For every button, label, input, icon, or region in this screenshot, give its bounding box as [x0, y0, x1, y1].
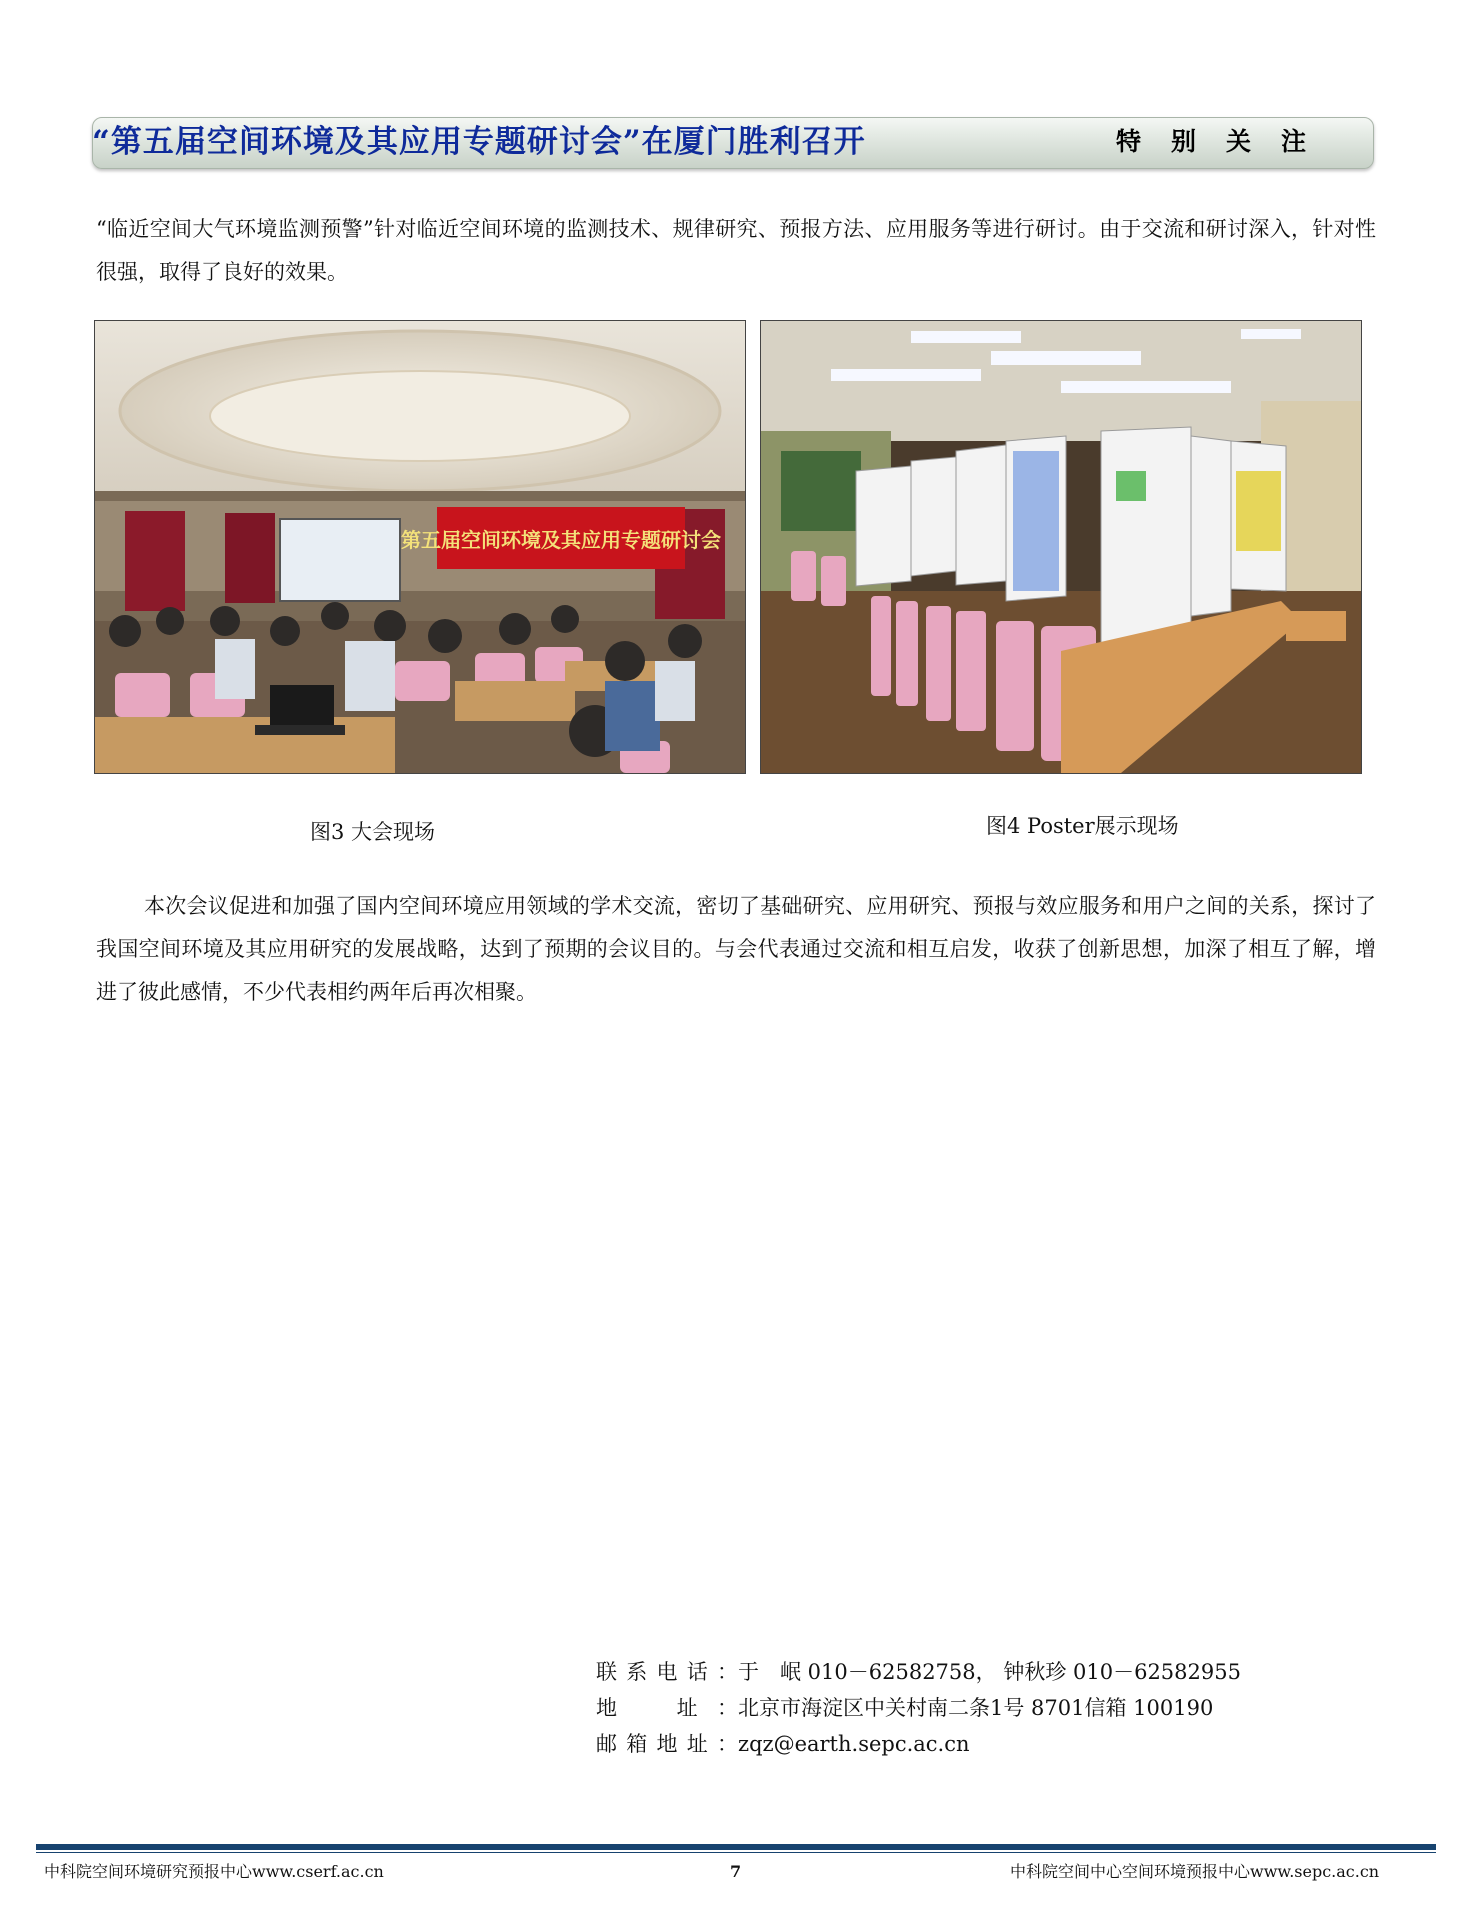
article-title: “第五届空间环境及其应用专题研讨会”在厦门胜利召开: [92, 124, 866, 160]
section-tag: 特别关注: [1116, 127, 1337, 156]
address-value: 北京市海淀区中关村南二条1号 8701信箱 100190: [738, 1696, 1214, 1720]
conference-hall-photo: [94, 320, 746, 774]
contact-phone-row: [596, 1654, 1241, 1690]
contact-block: [596, 1654, 1241, 1762]
contact-email-row: [596, 1726, 1241, 1762]
poster-exhibition-photo: [760, 320, 1362, 774]
email-label: 邮箱地址：: [596, 1732, 738, 1756]
summary-paragraph: 本次会议促进和加强了国内空间环境应用领域的学术交流，密切了基础研究、应用研究、预报与效应服务和用户之间的关系，探讨了我国空间环境及其应用研究的发展战略，达到了预期的会议目的。与会代表通过交流和相互启发，收获了创新思想，加深了相互了解，增进了彼此感情，不少代表相约两年后再次相聚。: [96, 894, 1376, 1004]
address-label: 地 址：: [596, 1696, 738, 1720]
email-value[interactable]: zqz@earth.sepc.ac.cn: [738, 1732, 970, 1756]
page-number: 7: [730, 1862, 742, 1881]
hall-banner-text: 第五届空间环境及其应用专题研讨会: [401, 528, 721, 552]
figure3-caption: 图3 大会现场: [310, 820, 436, 844]
intro-paragraph: “临近空间大气环境监测预警”针对临近空间环境的监测技术、规律研究、预报方法、应用服务等进行研讨。由于交流和研讨深入，针对性很强，取得了良好的效果。: [96, 217, 1376, 284]
phone-value: 于 岷 010－62582758， 钟秋珍 010－62582955: [738, 1660, 1241, 1684]
footer-rule-thin: [36, 1852, 1436, 1853]
footer-left-link[interactable]: 中科院空间环境研究预报中心www.cserf.ac.cn: [44, 1862, 384, 1881]
phone-label: 联系电话：: [596, 1660, 738, 1684]
footer-right-link[interactable]: 中科院空间中心空间环境预报中心www.sepc.ac.cn: [1010, 1862, 1380, 1881]
contact-address-row: [596, 1690, 1241, 1726]
figure4-caption: 图4 Poster展示现场: [986, 814, 1179, 838]
footer-rule: [36, 1844, 1436, 1850]
